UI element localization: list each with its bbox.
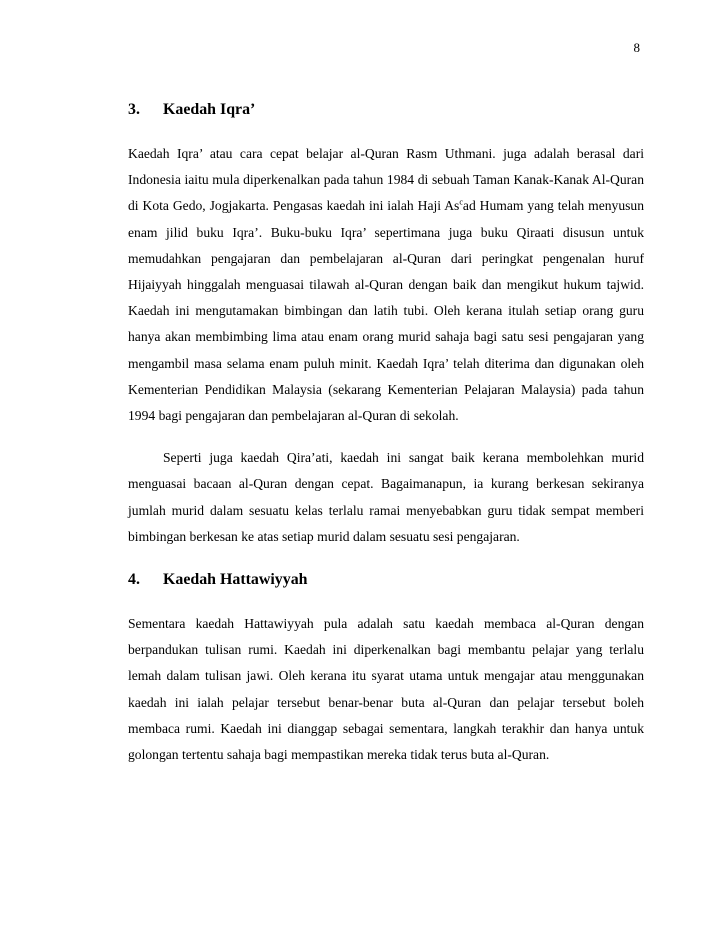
section-number: 4. [128, 571, 140, 589]
document-body [128, 94, 644, 768]
paragraph-hattawiyyah-description: Sementara kaedah Hattawiyyah pula adalah satu kaedah membaca al-Quran dengan berpandukan tulisan rumi. Kaedah ini diperkenalkan bagi membantu pelajar yang terlalu lemah dalam tulisan jawi. Oleh kerana itu syarat utama untuk mengajar atau menggunakan kaedah ini ialah pelajar tersebut benar-benar buta al-Quran dan pelajar tersebut boleh membaca rumi. Kaedah ini dianggap sebagai sementara, langkah terakhir dan hanya untuk golongan tertentu sahaja bagi mempastikan mereka tidak terus buta al-Quran. [128, 616, 644, 763]
paragraph-text: ad Humam yang telah menyusun enam jilid buku Iqra’. Buku-buku Iqra’ sepertimana juga buku Qiraati disusun untuk memudahkan pengajaran dan pembelajaran al-Quran dari peringkat pengenalan huruf Hijaiyyah hinggalah menguasai tilawah al-Quran dengan baik dan mengikut hukum tajwid. Kaedah ini mengutamakan bimbingan dan latih tubi. Oleh kerana itulah setiap orang guru hanya akan membimbing lima atau enam orang murid sahaja bagi satu sesi pengajaran yang mengambil masa selama enam puluh minit. Kaedah Iqra’ telah diterima dan digunakan oleh Kementerian Pendidikan Malaysia (sekarang Kementerian Pelajaran Malaysia) pada tahun 1994 bagi pengajaran dan pembelajaran al-Quran di sekolah. [128, 198, 644, 424]
paragraph-iqra-description [128, 141, 644, 429]
page-number: 8 [633, 40, 640, 55]
section-heading-4 [128, 564, 644, 596]
section-number: 3. [128, 101, 140, 118]
section-title: Kaedah Iqra’ [163, 101, 256, 118]
paragraph-text: Kaedah Iqra’ atau cara cepat belajar al-Quran Rasm Uthmani. juga adalah berasal dari Indonesia iaitu mula diperkenalkan pada tahun 1984 di sebuah Taman Kanak-Kanak Al-Quran di Kota Gedo, Jogjakarta. Pengasas kaedah ini ialah Haji As [128, 146, 644, 214]
superscript-ain: c [459, 197, 463, 207]
section-title: Kaedah Hattawiyyah [163, 571, 308, 589]
paragraph-iqra-evaluation: Seperti juga kaedah Qira’ati, kaedah ini sangat baik kerana membolehkan murid menguasai bacaan al-Quran dengan cepat. Bagaimanapun, ia kurang berkesan sekiranya jumlah murid dalam sesuatu kelas terlalu ramai menyebabkan guru tidak sempat memberi bimbingan berkesan ke atas setiap murid dalam sesuatu sesi pengajaran. [128, 450, 644, 544]
section-heading-3 [128, 94, 644, 126]
